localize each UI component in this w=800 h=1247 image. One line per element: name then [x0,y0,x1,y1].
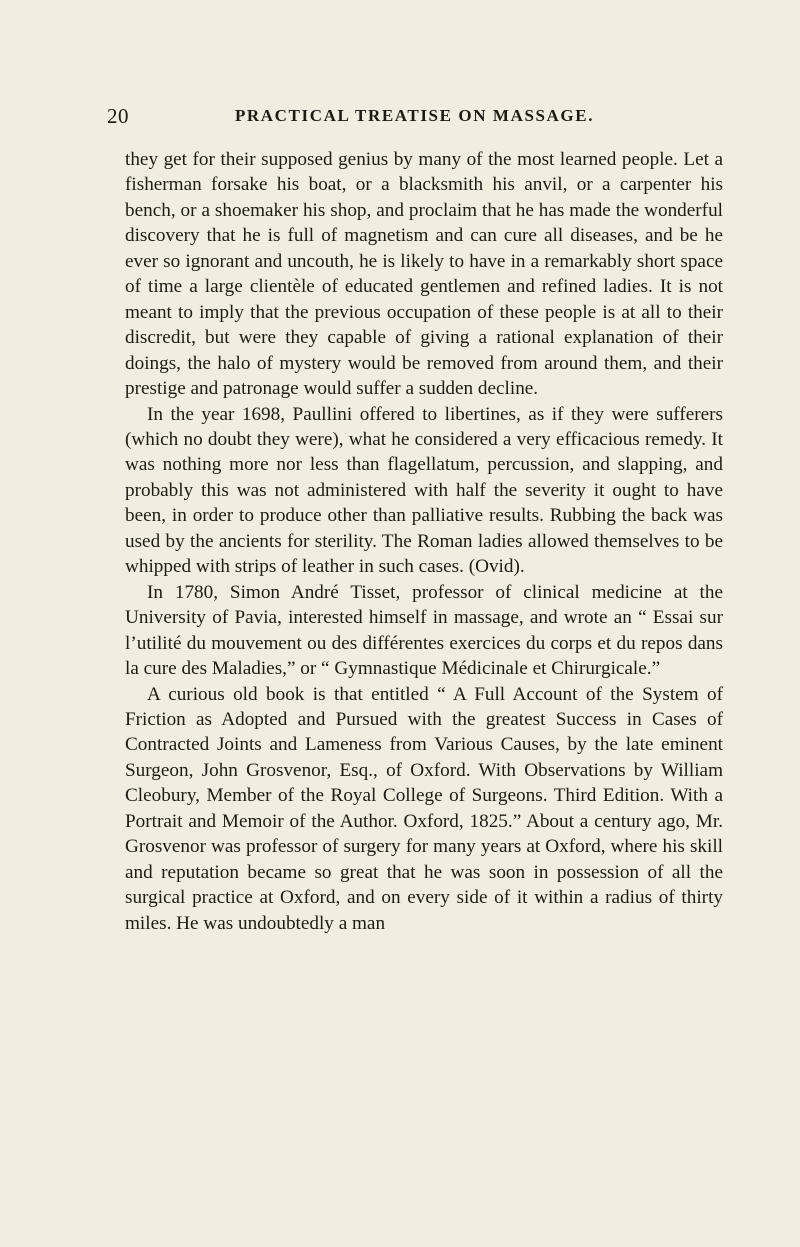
paragraph-grosvenor: A curious old book is that entitled “ A Full Account of the System of Friction as Adopted and Pursued with the greatest Success in Cases of Contracted Joints and Lameness from Various Causes, by the late eminent Surgeon, John Grosvenor, Esq., of Oxford. With Observations by William Cleobury, Member of the Royal College of Surgeons. Third Edition. With a Portrait and Memoir of the Author. Oxford, 1825.” About a century ago, Mr. Grosvenor was professor of surgery for many years at Oxford, where his skill and reputation became so great that he was soon in possession of all the surgical practice at Oxford, and on every side of it within a radius of thirty miles. He was undoubtedly a man [125,683,723,934]
paragraph-continued: they get for their supposed genius by many of the most learned people. Let a fisherman forsake his boat, or a blacksmith his anvil, or a carpenter his bench, or a shoemaker his shop, and proclaim that he has made the wonderful discovery that he is full of magnetism and can cure all diseases, and be he ever so ignorant and uncouth, he is likely to have in a remarkably short space of time a large clientèle of educated gentlemen and refined ladies. It is not meant to imply that the previous occupation of these people is at all to their discredit, but were they capable of giving a rational explanation of their doings, the halo of mystery would be removed from around them, and their prestige and patronage would suffer a sudden decline. [125,149,723,400]
paragraph-tisset: In 1780, Simon André Tisset, professor of clinical medicine at the University of Pavia, interested himself in massage, and wrote an “ Essai sur l’utilité du mouvement ou des différentes exercices du corps et du repos dans la cure des Maladies,” or “ Gymnastique Médicinale et Chirurgicale.” [125,581,723,680]
paragraph-paullini: In the year 1698, Paullini offered to libertines, as if they were sufferers (which no doubt they were), what he considered a very efficacious remedy. It was nothing more nor less than flagellatum, percussion, and slapping, and probably this was not administered with half the severity it ought to have been, in order to produce other than palliative results. Rubbing the back was used by the ancients for sterility. The Roman ladies allowed themselves to be whipped with strips of leather in such cases. (Ovid). [125,403,723,578]
running-head [107,104,722,132]
page-number: 20 [107,104,129,128]
running-title: PRACTICAL TREATISE ON MASSAGE. [234,106,595,125]
body-text [125,147,723,936]
